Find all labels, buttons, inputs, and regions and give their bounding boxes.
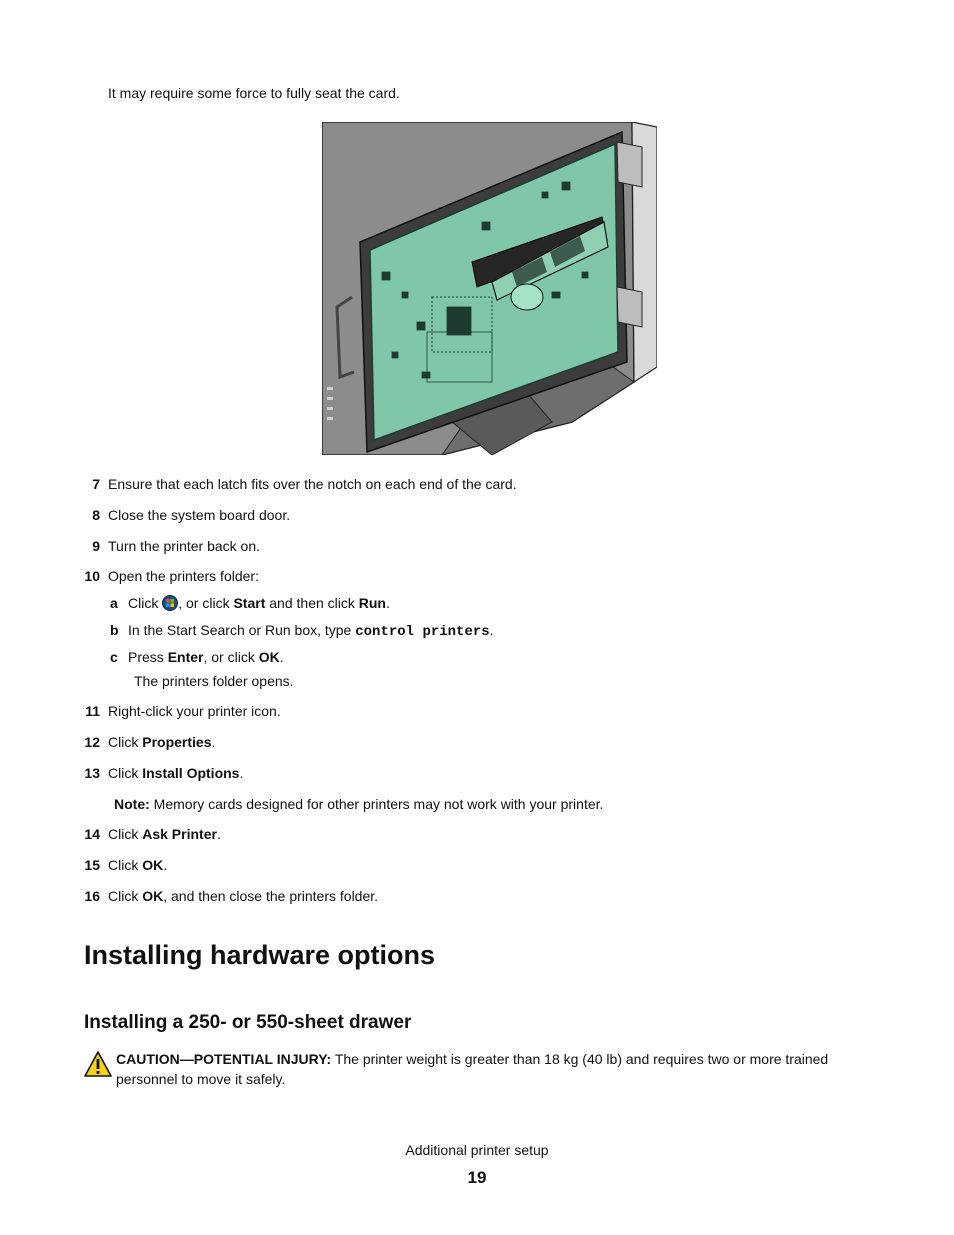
step-15: 15 Click OK.	[84, 857, 168, 873]
note: Note: Memory cards designed for other printers may not work with your printer.	[114, 796, 604, 812]
intro-text: It may require some force to fully seat the card.	[108, 85, 400, 101]
memory-card-illustration	[322, 122, 657, 455]
section-heading: Installing hardware options	[84, 940, 436, 970]
step-8: 8 Close the system board door.	[92, 507, 291, 523]
step-13: 13 Click Install Options.	[84, 765, 244, 781]
subsection-heading: Installing a 250- or 550-sheet drawer	[84, 1012, 412, 1033]
substep-c: c Press Enter, or click OK.	[110, 649, 284, 665]
substep-a: a Click , or click Start and then click Run.	[110, 595, 390, 611]
code-command: control printers	[355, 624, 490, 640]
step-16: 16 Click OK, and then close the printers folder.	[84, 888, 379, 904]
substep-c-result: The printers folder opens.	[134, 673, 294, 689]
step-14: 14 Click Ask Printer.	[84, 826, 221, 842]
step-12: 12 Click Properties.	[84, 734, 216, 750]
step-9: 9 Turn the printer back on.	[92, 538, 261, 554]
step-10: 10 Open the printers folder:	[84, 568, 259, 584]
caution-text: CAUTION—POTENTIAL INJURY: The printer weight is greater than 18 kg (40 lb) and requires two or more trained personnel to move it safely.	[116, 1051, 829, 1087]
page-number: 19	[467, 1168, 487, 1187]
footer-text: Additional printer setup	[405, 1142, 549, 1158]
windows-start-icon	[162, 595, 178, 611]
step-7: 7 Ensure that each latch fits over the notch on each end of the card.	[92, 476, 517, 492]
step-11: 11 Right-click your printer icon.	[85, 703, 281, 719]
substep-b: b In the Start Search or Run box, type control printers.	[110, 622, 494, 640]
warning-triangle-icon	[84, 1051, 112, 1077]
